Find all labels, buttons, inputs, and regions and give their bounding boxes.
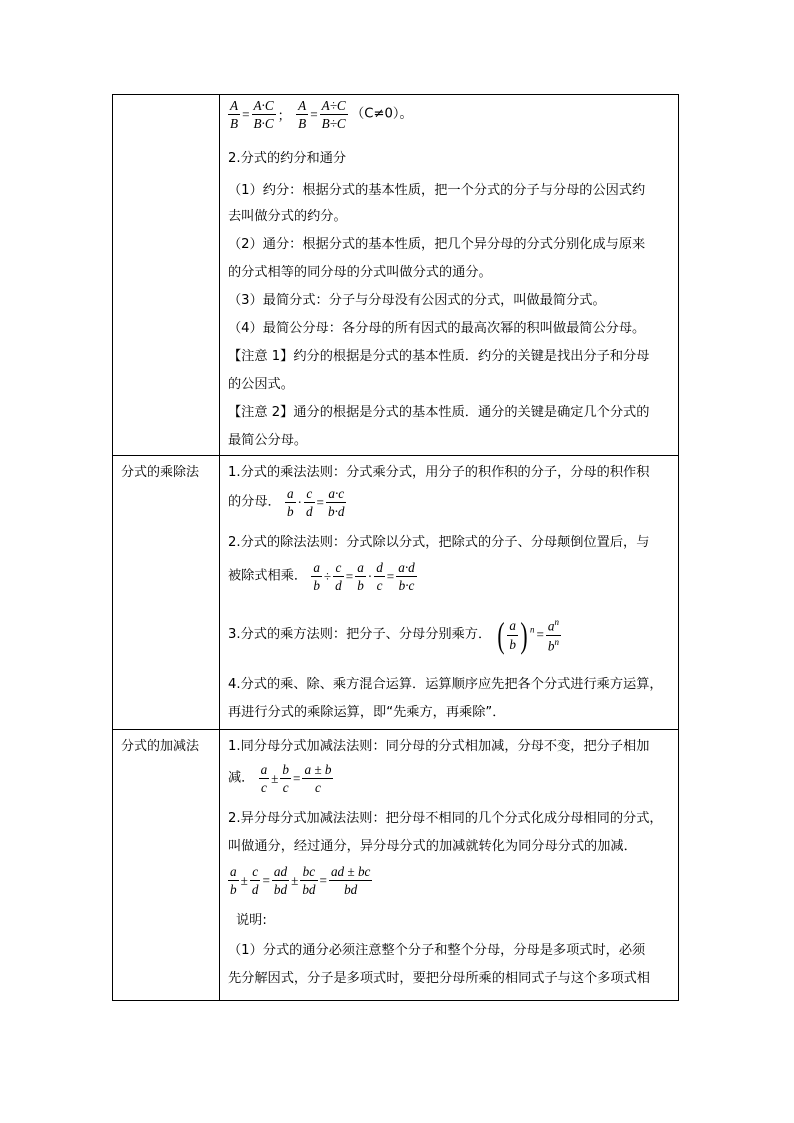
- text-line: 叫做通分，经过通分，异分母分式的加减就转化为同分母分式的加减．: [228, 839, 637, 854]
- text-line: 4.分式的乘、除、乘方混合运算．运算顺序应先把各个分式进行乘方运算，: [228, 677, 663, 692]
- divide-formula: $\frac{a}{b}$ ÷ $\frac{c}{d}$ = $\frac{a}{b}$ · $\frac{d}{c}$ = $\frac{a\cdot d}{b\cdot c}$: [313, 560, 415, 594]
- note-line: 【注意 2】通分的根据是分式的基本性质．通分的关键是确定几个分式的: [228, 405, 650, 420]
- content-table: [112, 94, 679, 1001]
- text-line: 1.同分母分式加减法法则：同分母的分式相加减，分母不变，把分子相加: [228, 739, 650, 754]
- formula-condition: （C≠0）。: [351, 106, 413, 122]
- text-line: 去叫做分式的约分。: [228, 209, 347, 224]
- multiply-rule-line: [228, 487, 672, 518]
- text-line: （4）最简公分母：各分母的所有因式的最高次幂的积叫做最简公分母。: [228, 321, 646, 336]
- text-inline: 减．: [228, 770, 255, 786]
- note-line: 的公因式。: [228, 377, 294, 392]
- text-inline: 的分母．: [228, 494, 281, 510]
- power-rule-line: [228, 617, 672, 653]
- heading-reduce: 2.分式的约分和通分: [228, 151, 347, 166]
- divide-rule-line: [228, 561, 672, 592]
- row-label-multiply-divide: 分式的乘除法: [121, 465, 200, 480]
- column-divider: [219, 95, 220, 1000]
- row-divider: [113, 729, 678, 730]
- text-line: 2.分式的除法法则：分式除以分式，把除式的分子、分母颠倒位置后，与: [228, 535, 650, 550]
- text-line: （1）约分：根据分式的基本性质，把一个分式的分子与分母的公因式约: [228, 183, 646, 198]
- text-line: （3）最简分式：分子与分母没有公因式的分式，叫做最简分式。: [228, 293, 606, 308]
- basic-property-formula: $\frac{A}{B}$ = $\frac{A\cdot C}{B\cdot C}$ ； $\frac{A}{B}$ = $\frac{A\div C}{B\div C}$ （C≠0）。: [230, 98, 413, 132]
- text-line: （2）通分：根据分式的基本性质，把几个异分母的分式分别化成与原来: [228, 237, 646, 252]
- note-heading: 说明:: [236, 913, 267, 928]
- text-line: 的分式相等的同分母的分式叫做分式的通分。: [228, 265, 492, 280]
- row-label-add-subtract: 分式的加减法: [121, 739, 200, 754]
- power-formula: ( $\frac{a}{b}$ ) $^n$ = $\frac{a^n}{b^n}$: [497, 615, 559, 655]
- text-line: （1）分式的通分必须注意整个分子和整个分母，分母是多项式时，必须: [228, 943, 646, 958]
- same-denominator-formula: $\frac{a}{c}$ ± $\frac{b}{c}$ = $\frac{a \pm b}{c}$: [260, 762, 332, 796]
- text-line: 先分解因式，分子是多项式时，要把分母所乘的相同式子与这个多项式相: [228, 971, 650, 986]
- different-denominator-formula: $\frac{a}{b}$ ± $\frac{c}{d}$ = $\frac{ad}{bd}$ ± $\frac{bc}{bd}$ = $\frac{ad \pm bc}{bd}$: [230, 864, 371, 898]
- multiply-formula: $\frac{a}{b}$ · $\frac{c}{d}$ = $\frac{a\cdot c}{b\cdot d}$: [286, 486, 345, 520]
- note-line: 【注意 1】约分的根据是分式的基本性质．约分的关键是找出分子和分母: [228, 349, 650, 364]
- same-denominator-line: [228, 763, 672, 794]
- row-divider: [113, 455, 678, 456]
- text-inline: 被除式相乘．: [228, 568, 308, 584]
- text-line: 2.异分母分式加减法法则：把分母不相同的几个分式化成分母相同的分式，: [228, 811, 663, 826]
- note-line: 最简公分母。: [228, 433, 308, 448]
- text-line: 1.分式的乘法法则：分式乘分式，用分子的积作积的分子，分母的积作积: [228, 465, 650, 480]
- text-inline: 3.分式的乘方法则：把分子、分母分别乘方．: [228, 627, 492, 643]
- text-line: 再进行分式的乘除运算，即“先乘方，再乘除”．: [228, 705, 506, 720]
